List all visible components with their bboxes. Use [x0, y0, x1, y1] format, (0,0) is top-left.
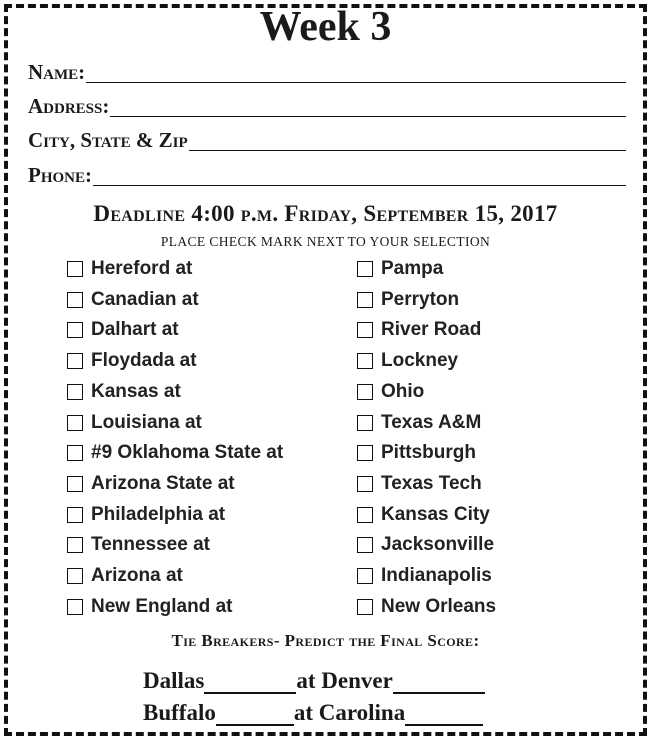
team-label: Arizona at [91, 565, 183, 586]
game-option-home[interactable] [357, 532, 494, 558]
checkbox[interactable] [357, 445, 373, 461]
team-label: Arizona State at [91, 473, 235, 494]
team-label: New Orleans [381, 596, 497, 617]
game-option-away[interactable] [67, 287, 199, 313]
tiebreaker-team: Buffalo [143, 700, 216, 725]
checkbox[interactable] [67, 445, 83, 461]
game-option-away[interactable] [67, 379, 181, 405]
team-label: Kansas City [381, 504, 490, 525]
team-label: New England at [91, 596, 233, 617]
team-label: Dalhart at [91, 319, 179, 340]
score-blank[interactable] [393, 670, 485, 694]
team-label: Jacksonville [381, 534, 495, 555]
team-label: Kansas at [91, 381, 181, 402]
team-label: Louisiana at [91, 412, 202, 433]
checkbox[interactable] [357, 415, 373, 431]
tiebreaker-opponent: at Carolina [293, 700, 406, 725]
checkbox[interactable] [357, 476, 373, 492]
game-option-away[interactable] [67, 502, 225, 528]
game-option-home[interactable] [357, 440, 476, 466]
team-label: Indianapolis [381, 565, 492, 586]
team-label: Tennessee at [91, 534, 210, 555]
checkbox[interactable] [67, 537, 83, 553]
game-option-away[interactable] [67, 471, 235, 497]
checkbox[interactable] [357, 568, 373, 584]
game-option-home[interactable] [357, 256, 443, 282]
game-option-home[interactable] [357, 317, 481, 343]
phone-field[interactable] [28, 160, 626, 186]
game-option-away[interactable] [67, 563, 183, 589]
checkbox[interactable] [67, 415, 83, 431]
team-label: Canadian at [91, 289, 199, 310]
game-option-away[interactable] [67, 256, 192, 282]
city-state-zip-line[interactable] [189, 132, 626, 151]
tiebreaker-row [143, 664, 485, 694]
phone-label: Phone: [28, 163, 92, 187]
checkbox[interactable] [357, 353, 373, 369]
address-field[interactable] [28, 91, 626, 117]
game-option-away[interactable] [67, 348, 197, 374]
team-label: Texas A&M [381, 412, 482, 433]
checkbox[interactable] [357, 537, 373, 553]
address-label: Address: [28, 94, 110, 118]
team-label: Pittsburgh [381, 442, 476, 463]
score-blank[interactable] [204, 670, 296, 694]
checkbox[interactable] [67, 322, 83, 338]
game-option-home[interactable] [357, 563, 492, 589]
game-option-away[interactable] [67, 317, 179, 343]
team-label: Hereford at [91, 258, 193, 279]
game-option-away[interactable] [67, 440, 283, 466]
team-label: #9 Oklahoma State at [91, 442, 284, 463]
game-option-away[interactable] [67, 594, 232, 620]
tiebreaker-heading: Tie Breakers- Predict the Final Score: [171, 631, 480, 650]
phone-line[interactable] [93, 167, 626, 186]
deadline-heading: Deadline 4:00 p.m. Friday, September 15, 2017 [93, 201, 558, 226]
city-state-zip-field[interactable] [28, 125, 626, 151]
game-option-home[interactable] [357, 471, 482, 497]
tiebreaker-opponent: at Denver [296, 668, 393, 693]
score-blank[interactable] [216, 702, 294, 726]
game-option-home[interactable] [357, 594, 496, 620]
checkbox[interactable] [357, 599, 373, 615]
checkbox[interactable] [357, 384, 373, 400]
game-option-away[interactable] [67, 532, 210, 558]
checkbox[interactable] [67, 599, 83, 615]
team-label: River Road [381, 319, 482, 340]
checkbox[interactable] [357, 507, 373, 523]
team-label: Texas Tech [381, 473, 482, 494]
score-blank[interactable] [405, 702, 483, 726]
checkbox[interactable] [357, 292, 373, 308]
game-option-home[interactable] [357, 410, 481, 436]
game-option-home[interactable] [357, 287, 459, 313]
page-title: Week 3 [259, 4, 392, 50]
team-label: Perryton [381, 289, 460, 310]
checkbox[interactable] [357, 322, 373, 338]
checkbox[interactable] [67, 568, 83, 584]
tiebreaker-team: Dallas [143, 668, 205, 693]
team-label: Lockney [381, 350, 459, 371]
checkbox[interactable] [67, 353, 83, 369]
checkbox[interactable] [67, 507, 83, 523]
instructions: PLACE CHECK MARK NEXT TO YOUR SELECTION [160, 234, 491, 249]
checkbox[interactable] [67, 261, 83, 277]
team-label: Pampa [381, 258, 444, 279]
game-option-home[interactable] [357, 348, 458, 374]
checkbox[interactable] [67, 476, 83, 492]
name-field[interactable] [28, 57, 626, 83]
city-state-zip-label: City, State & Zip [28, 128, 188, 152]
address-line[interactable] [110, 98, 626, 117]
checkbox[interactable] [67, 292, 83, 308]
game-option-home[interactable] [357, 379, 424, 405]
checkbox[interactable] [357, 261, 373, 277]
team-label: Floydada at [91, 350, 197, 371]
team-label: Ohio [381, 381, 425, 402]
name-line[interactable] [86, 64, 626, 83]
checkbox[interactable] [67, 384, 83, 400]
game-option-away[interactable] [67, 410, 202, 436]
game-option-home[interactable] [357, 502, 490, 528]
team-label: Philadelphia at [91, 504, 226, 525]
tiebreaker-row [143, 696, 483, 726]
name-label: Name: [28, 60, 86, 84]
